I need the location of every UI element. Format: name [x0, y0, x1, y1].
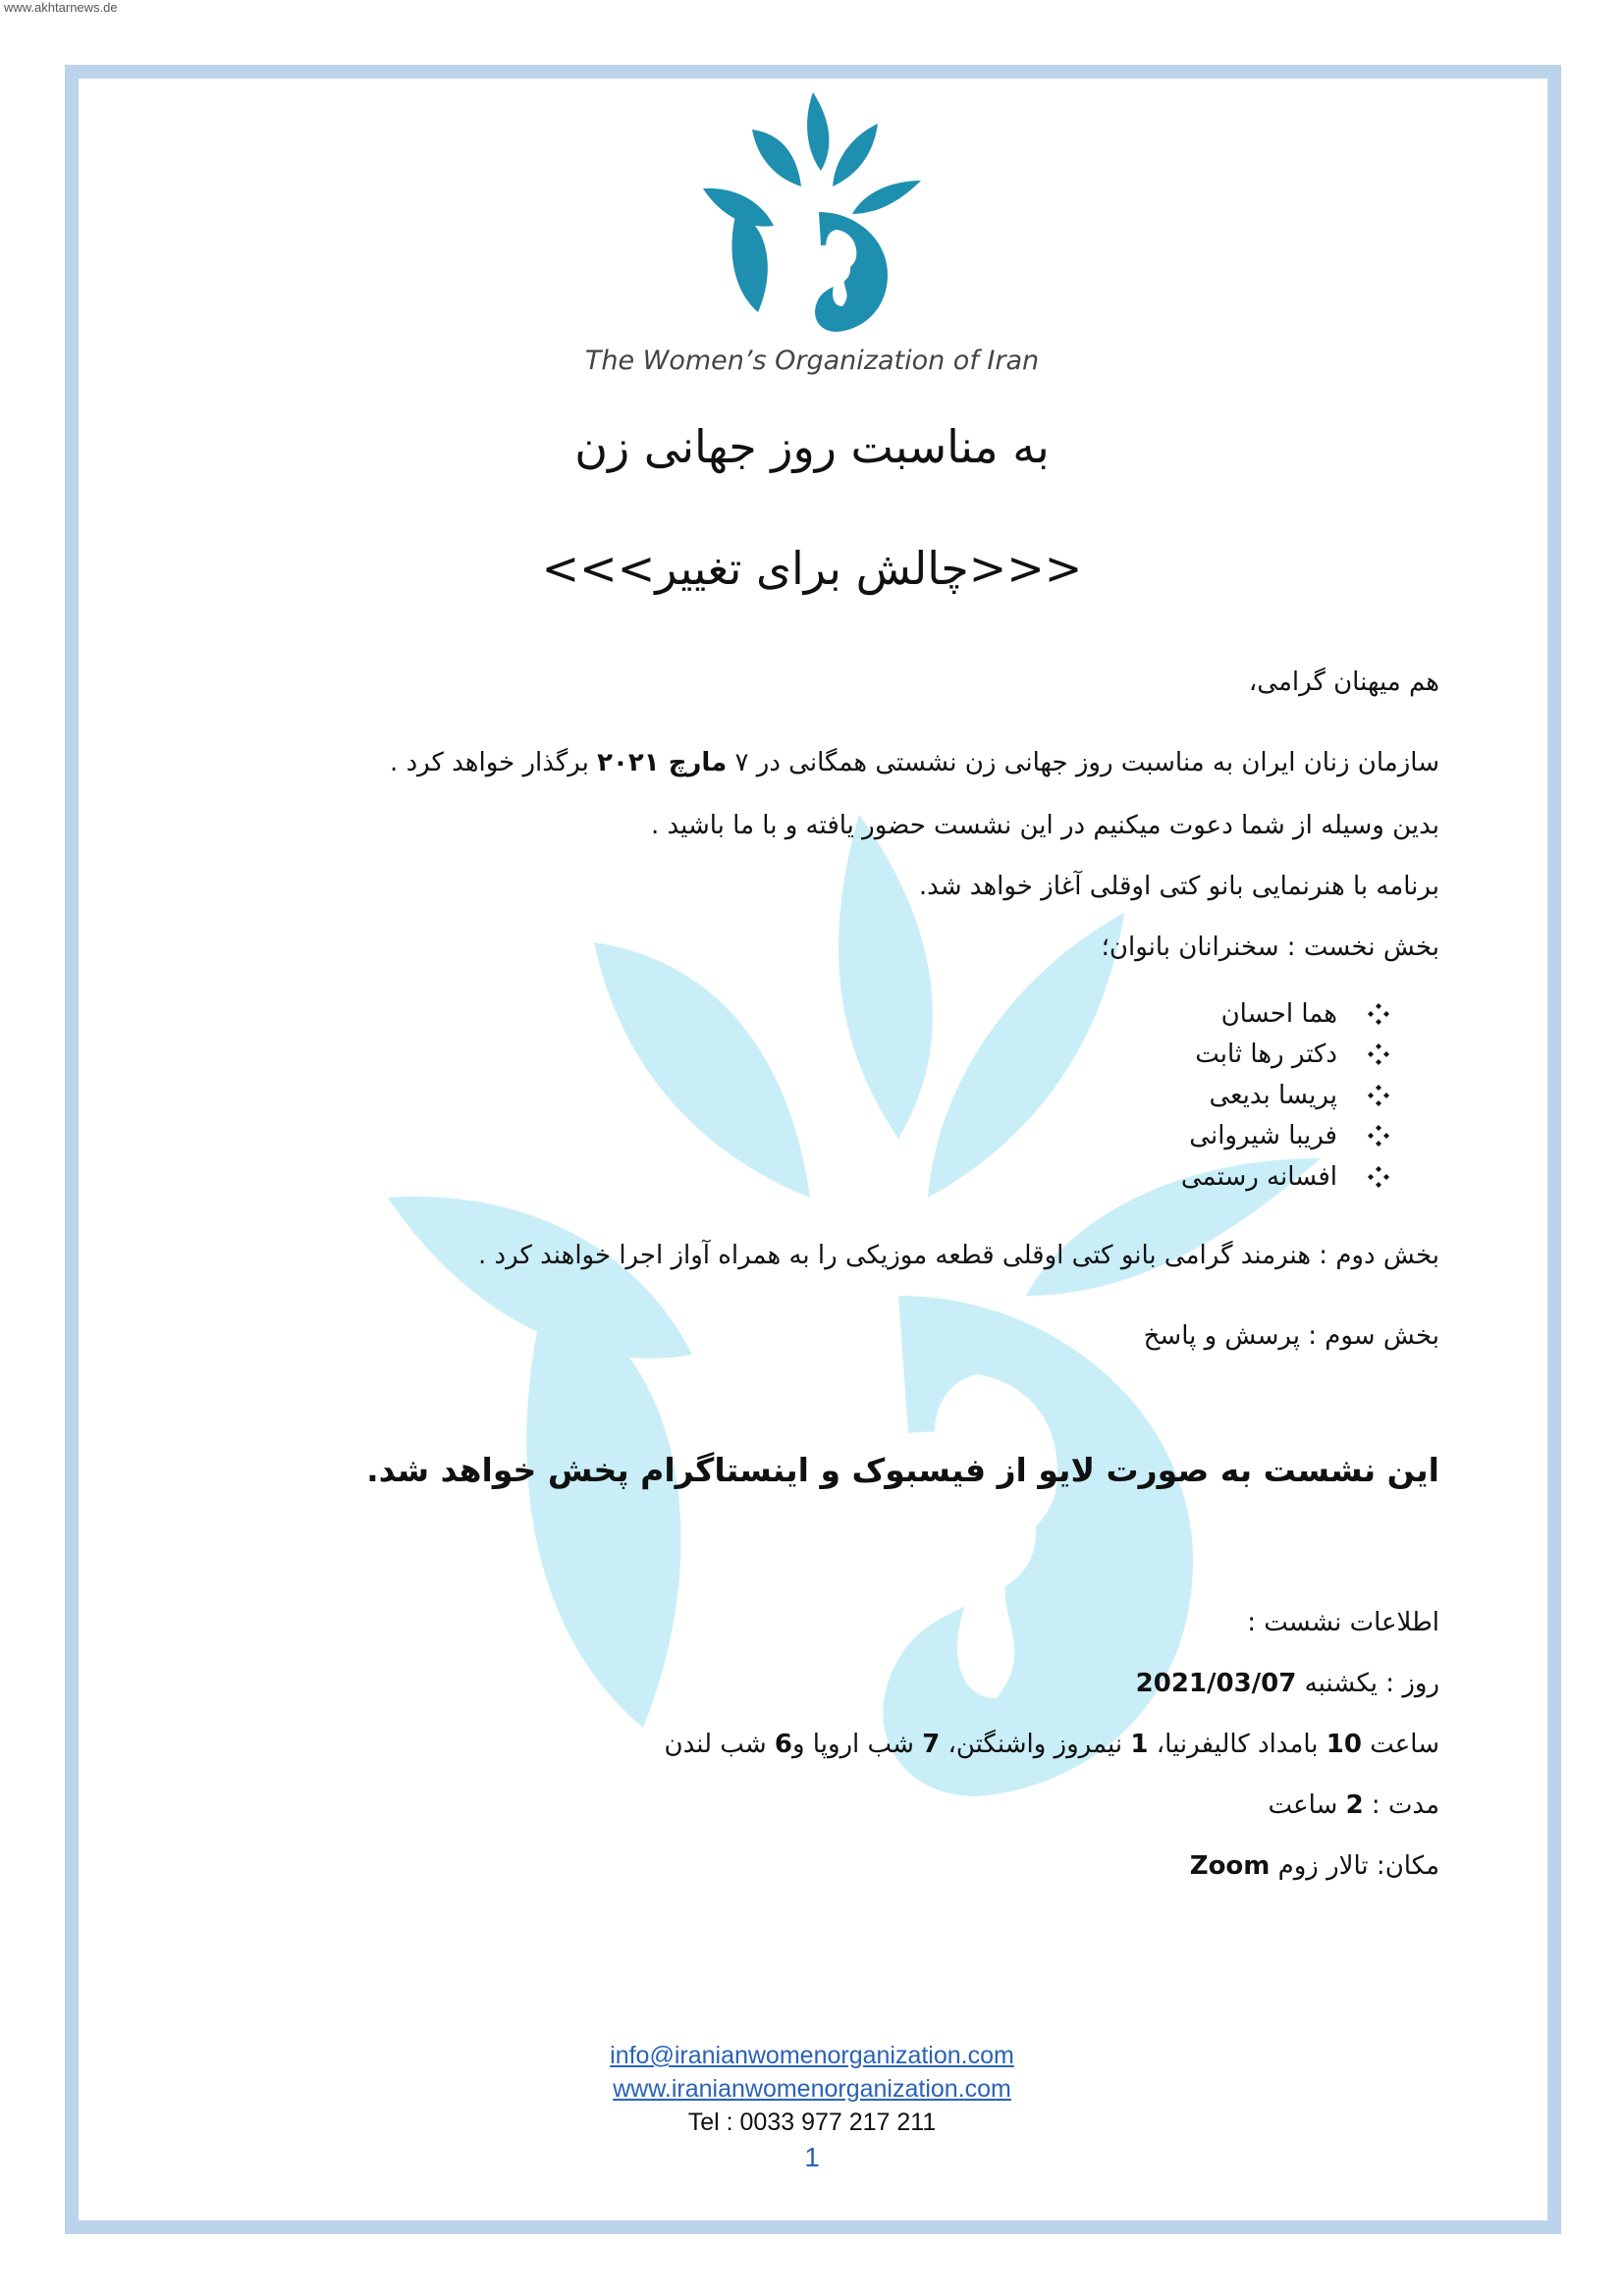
- diamond-bullet-icon: [1367, 1165, 1390, 1189]
- day-label: روز : یکشنبه: [1296, 1669, 1439, 1698]
- section-three-text: بخش سوم : پرسش و پاسخ: [1143, 1321, 1439, 1351]
- day-date: 2021/03/07: [1135, 1669, 1297, 1698]
- organization-name: The Women’s Organization of Iran: [584, 346, 1040, 376]
- meeting-info-heading: اطلاعات نشست :: [1247, 1608, 1439, 1637]
- diamond-bullet-icon: [1367, 1124, 1390, 1148]
- list-item: [1181, 993, 1390, 1035]
- time-prefix: ساعت: [1361, 1730, 1439, 1759]
- section-one-heading: بخش نخست : سخنرانان بانوان؛: [1101, 933, 1439, 962]
- time-europe-hour: 7: [922, 1730, 941, 1759]
- speaker-name: پریسا بدیعی: [1209, 1080, 1337, 1110]
- time-london-label: شب لندن: [664, 1730, 775, 1759]
- list-item: [1181, 1075, 1390, 1116]
- site-watermark: www.akhtarnews.de: [4, 0, 118, 15]
- list-item: [1181, 1156, 1390, 1198]
- organization-logo: [693, 90, 929, 336]
- footer-email-row: [0, 2042, 1624, 2070]
- time-washington-hour: 1: [1130, 1730, 1149, 1759]
- diamond-bullet-icon: [1367, 1084, 1390, 1107]
- speaker-list: [1181, 993, 1390, 1198]
- duration-value: 2: [1345, 1790, 1364, 1820]
- time-europe-label: شب اروپا و: [791, 1730, 923, 1759]
- footer-website-row: [0, 2075, 1624, 2104]
- meeting-place: [1190, 1851, 1439, 1881]
- invite-text: بدین وسیله از شما دعوت میکنیم در این نشست حضور یافته و با ما باشید .: [650, 811, 1439, 840]
- place-value: Zoom: [1189, 1851, 1271, 1881]
- list-item: [1181, 1116, 1390, 1157]
- greeting: هم میهنان گرامی،: [1248, 667, 1439, 697]
- speaker-name: هما احسان: [1220, 998, 1337, 1029]
- time-california-hour: 10: [1326, 1730, 1362, 1759]
- speaker-name: فریبا شیروانی: [1189, 1121, 1337, 1151]
- time-california-label: بامداد کالیفرنیا،: [1148, 1730, 1326, 1759]
- speaker-name: دکتر رها ثابت: [1195, 1040, 1337, 1070]
- time-london-hour: 6: [774, 1730, 792, 1759]
- meeting-duration: [1269, 1790, 1439, 1820]
- program-start-text: برنامه با هنرنمایی بانو کتی اوقلی آغاز خواهد شد.: [918, 872, 1439, 901]
- email-link[interactable]: info@iranianwomenorganization.com: [610, 2042, 1014, 2069]
- title-subtitle: <<<چالش برای تغییر>>>: [541, 542, 1083, 595]
- website-link[interactable]: www.iranianwomenorganization.com: [613, 2075, 1011, 2103]
- meeting-day: [1136, 1669, 1439, 1698]
- speaker-name: افسانه رستمی: [1180, 1161, 1337, 1192]
- time-washington-label: نیمروز واشنگتن،: [940, 1730, 1131, 1759]
- section-two-text: بخش دوم : هنرمند گرامی بانو کتی اوقلی قطعه موزیکی را به همراه آواز اجرا خواهند کرد .: [478, 1241, 1439, 1270]
- duration-label: مدت :: [1363, 1790, 1439, 1820]
- footer-phone: Tel : 0033 977 217 211: [687, 2109, 937, 2136]
- intro-paragraph: [390, 748, 1439, 777]
- page-number: 1: [804, 2142, 820, 2172]
- title-main: به مناسبت روز جهانی زن: [574, 420, 1050, 473]
- intro-text-1: سازمان زنان ایران به مناسبت روز جهانی زن نشستی همگانی در ۷: [727, 748, 1439, 777]
- meeting-time: [665, 1730, 1439, 1759]
- intro-text-2: برگذار خواهد کرد .: [390, 748, 598, 777]
- diamond-bullet-icon: [1367, 1002, 1390, 1026]
- list-item: [1181, 1035, 1390, 1076]
- place-label: مکان: تالار زوم: [1270, 1851, 1439, 1881]
- intro-date: مارچ ۲۰۲۱: [597, 748, 728, 777]
- live-stream-note: این نشست به صورت لایو از فیسبوک و اینستاگرام پخش خواهد شد.: [366, 1451, 1439, 1489]
- diamond-bullet-icon: [1367, 1042, 1390, 1066]
- duration-unit: ساعت: [1268, 1790, 1346, 1820]
